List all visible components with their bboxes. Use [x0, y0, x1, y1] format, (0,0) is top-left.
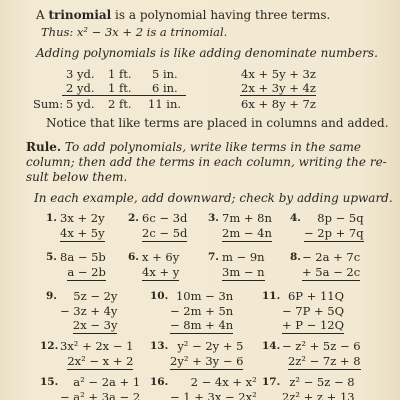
- denominate-heading: Adding polynomials is like adding denominate numbers.: [36, 46, 378, 60]
- example-number: 17.: [262, 376, 281, 388]
- example-number: 1.: [46, 212, 57, 224]
- example-number: 12.: [40, 340, 59, 352]
- example-15: a² − 2a + 1 − a² + 3a − 2: [60, 375, 141, 400]
- row1-yd: 3 yd.: [66, 67, 95, 81]
- rule-line-3: sult below them.: [26, 170, 128, 184]
- row1-in: 5 in.: [152, 67, 178, 81]
- row2-poly: 2x + 3y + 4z: [241, 81, 316, 95]
- sum-label: Sum:: [33, 97, 64, 111]
- example-4: 8p − 5q − 2p + 7q: [304, 211, 364, 240]
- example-number: 3.: [208, 212, 219, 224]
- example-number: 15.: [40, 376, 59, 388]
- row1-poly: 4x + 5y + 3z: [241, 67, 316, 81]
- example-number: 11.: [262, 290, 281, 302]
- instructions: In each example, add downward; check by adding upward.: [34, 191, 393, 205]
- example-13: y² − 2y + 5 2y² + 3y − 6: [170, 339, 244, 368]
- example-11: 6P + 11Q − 7P + 5Q + P − 12Q: [282, 289, 345, 332]
- trinomial-example: Thus: x² − 3x + 2 is a trinomial.: [41, 25, 228, 39]
- example-7: m − 9n 3m − n: [222, 250, 265, 279]
- sum-rule-left: [62, 95, 186, 96]
- example-number: 4.: [290, 212, 301, 224]
- notice-text: Notice that like terms are placed in columns and added.: [46, 116, 389, 130]
- example-6: x + 6y 4x + y: [142, 250, 180, 279]
- rule-line-2: column; then add the terms in each column, writing the re-: [26, 155, 387, 169]
- sum-yd: 5 yd.: [66, 97, 95, 111]
- sum-poly: 6x + 8y + 7z: [241, 97, 316, 111]
- example-12: 3x² + 2x − 1 2x² − x + 2: [60, 339, 134, 368]
- sum-in: 11 in.: [148, 97, 182, 111]
- sum-ft: 2 ft.: [108, 97, 132, 111]
- rule-label: Rule.: [26, 140, 62, 154]
- row2-ft: 1 ft.: [108, 81, 132, 95]
- example-14: − z² + 5z − 6 2z² − 7z + 8: [282, 339, 361, 368]
- row1-ft: 1 ft.: [108, 67, 132, 81]
- example-3: 7m + 8n 2m − 4n: [222, 211, 272, 240]
- example-8: − 2a + 7c + 5a − 2c: [302, 250, 361, 279]
- rule-line-1: Rule. To add polynomials, write like terms in the same: [26, 140, 361, 154]
- trinomial-term: trinomial: [48, 8, 112, 22]
- row2-yd: 2 yd.: [66, 81, 95, 95]
- example-16: 2 − 4x + x² − 1 + 3x − 2x²: [170, 375, 257, 400]
- example-17: z² − 5z − 8 2z² + z + 13: [282, 375, 355, 400]
- example-number: 5.: [46, 251, 57, 263]
- example-number: 6.: [128, 251, 139, 263]
- example-number: 10.: [150, 290, 169, 302]
- example-10: 10m − 3n − 2m + 5n − 8m + 4n: [170, 289, 234, 332]
- example-2: 6c − 3d 2c − 5d: [142, 211, 188, 240]
- trinomial-definition: A trinomial is a polynomial having three terms.: [36, 8, 331, 22]
- sum-rule-right: [240, 95, 316, 96]
- example-1: 3x + 2y 4x + 5y: [60, 211, 105, 240]
- example-5: 8a − 5b a − 2b: [60, 250, 106, 279]
- example-9: 5z − 2y − 3z + 4y 2x − 3y: [60, 289, 118, 332]
- row2-in: 6 in.: [152, 81, 178, 95]
- example-number: 8.: [290, 251, 301, 263]
- example-number: 14.: [262, 340, 281, 352]
- example-number: 16.: [150, 376, 169, 388]
- example-number: 7.: [208, 251, 219, 263]
- example-number: 9.: [46, 290, 57, 302]
- example-number: 2.: [128, 212, 139, 224]
- example-number: 13.: [150, 340, 169, 352]
